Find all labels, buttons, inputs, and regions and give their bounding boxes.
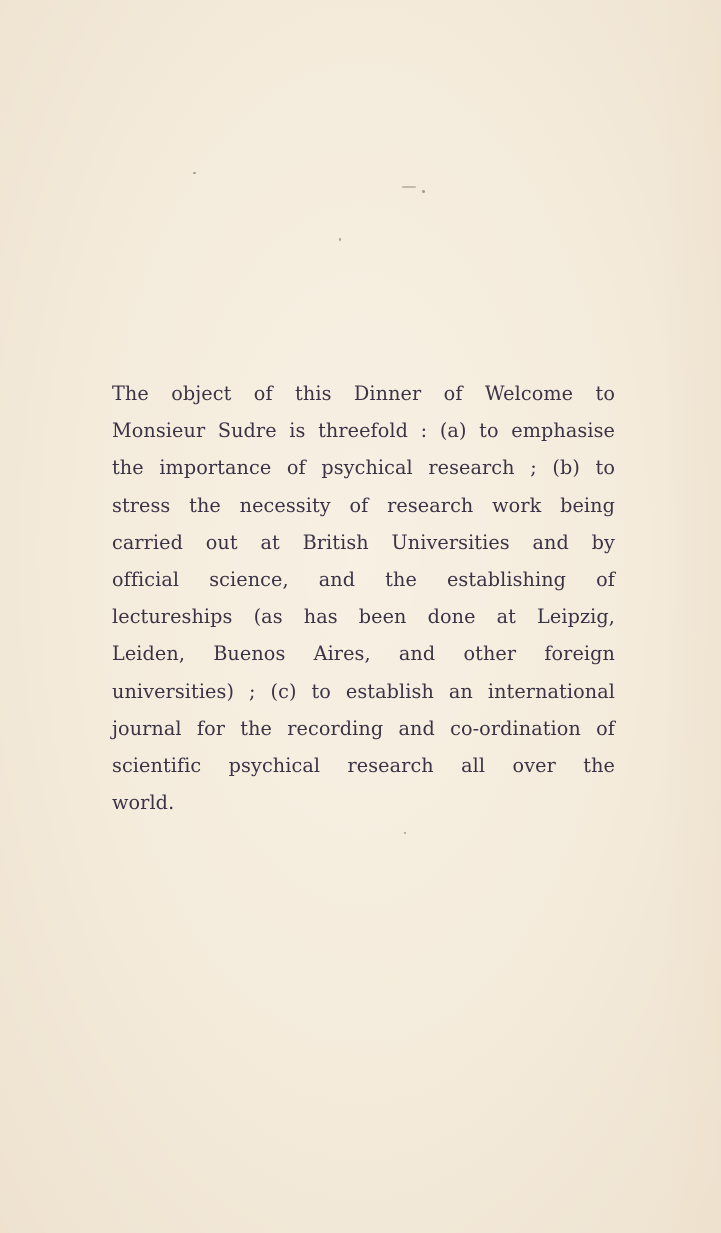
- paper-speck: [422, 190, 425, 193]
- paragraph-line: universities) ; (c) to establish an international: [112, 679, 615, 703]
- page-edge-shading: [661, 0, 721, 1233]
- paper-speck: [339, 238, 341, 241]
- paper-speck: [402, 186, 416, 188]
- paragraph-line: lectureships (as has been done at Leipzig,: [112, 605, 615, 629]
- paragraph-line: Monsieur Sudre is threefold : (a) to emphasise: [112, 419, 615, 443]
- paragraph-line: journal for the recording and co-ordination of: [112, 716, 615, 740]
- paragraph-line: carried out at British Universities and by: [112, 530, 615, 554]
- paragraph-line: stress the necessity of research work being: [112, 493, 615, 517]
- dinner-object-paragraph: [112, 375, 615, 821]
- paper-speck: [193, 172, 196, 174]
- paragraph-line: world.: [112, 791, 175, 815]
- paper-speck: [404, 832, 406, 834]
- paragraph-line: Leiden, Buenos Aires, and other foreign: [112, 642, 615, 666]
- paragraph-line: the importance of psychical research ; (b) to: [112, 456, 615, 480]
- paragraph-line: scientific psychical research all over the: [112, 753, 615, 777]
- paragraph-line: official science, and the establishing of: [112, 567, 615, 591]
- paragraph-line: The object of this Dinner of Welcome to: [112, 382, 615, 405]
